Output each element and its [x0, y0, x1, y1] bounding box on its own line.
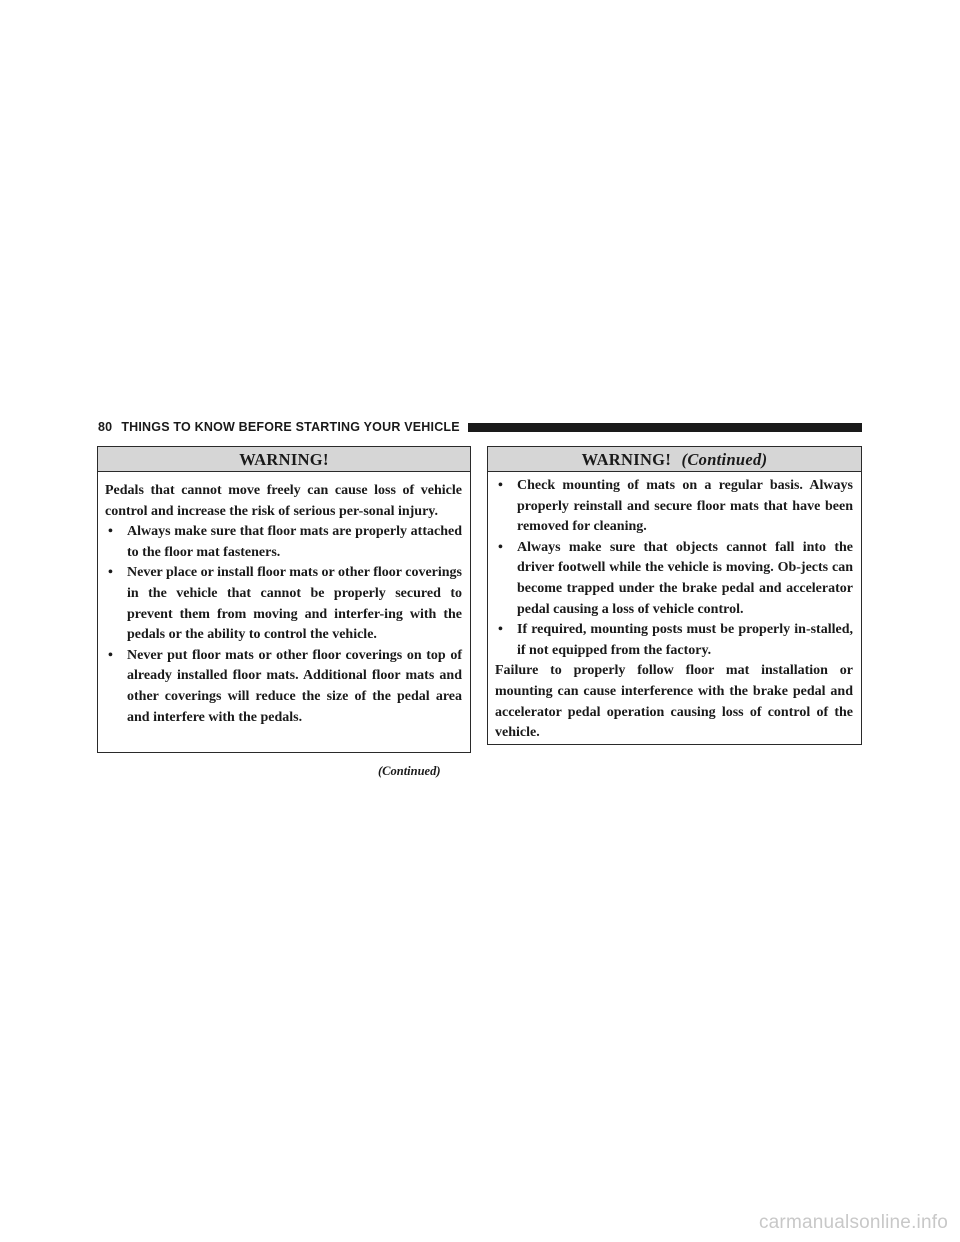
section-title: THINGS TO KNOW BEFORE STARTING YOUR VEHICLE — [121, 420, 460, 434]
warning-title: WARNING! — [239, 450, 329, 469]
warning-body — [98, 472, 470, 728]
bullet-icon: • — [108, 647, 113, 663]
warning-heading — [98, 447, 470, 472]
warning-bullet — [105, 563, 462, 645]
warning-heading — [488, 447, 861, 472]
warning-bullet — [105, 646, 462, 728]
warning-bullet — [495, 620, 853, 661]
page-header — [98, 418, 862, 436]
warning-title-continued: (Continued) — [681, 450, 768, 469]
warning-body — [488, 472, 861, 744]
warning-title: WARNING! — [581, 450, 672, 469]
bullet-text: Check mounting of mats on a regular basis. Always properly reinstall and secure floor mats that have been removed for cleaning. — [517, 478, 853, 535]
warning-bullet — [105, 522, 462, 563]
warning-intro: Pedals that cannot move freely can cause loss of vehicle control and increase the risk of serious per-sonal injury. — [105, 483, 462, 519]
bullet-text: Never place or install floor mats or other floor coverings in the vehicle that cannot be properly secured to prevent them from moving and interfer-ing with the pedals or the ability to control the vehicle. — [127, 565, 462, 643]
warning-box-right — [487, 446, 862, 745]
continued-label: (Continued) — [378, 764, 441, 778]
bullet-text: Always make sure that floor mats are properly attached to the floor mat fasteners. — [127, 524, 462, 560]
watermark: carmanualsonline.info — [758, 1212, 948, 1233]
warning-box-left — [97, 446, 471, 753]
bullet-text: Always make sure that objects cannot fall into the driver footwell while the vehicle is moving. Ob-jects can become trapped under the brake pedal and accelerator pedal causing a loss of vehicle control. — [517, 539, 853, 617]
warning-bullet — [495, 476, 853, 538]
bullet-icon: • — [498, 539, 503, 555]
page-number: 80 — [98, 420, 113, 434]
bullet-icon: • — [108, 565, 113, 581]
bullet-text: Never put floor mats or other floor coverings on top of already installed floor mats. Additional floor mats and other coverings will reduce the size of the pedal area and interfere with the pedals. — [127, 647, 462, 725]
header-rule — [468, 423, 862, 432]
bullet-icon: • — [498, 622, 503, 638]
bullet-icon: • — [108, 524, 113, 540]
bullet-icon: • — [498, 478, 503, 493]
bullet-text: If required, mounting posts must be properly in-stalled, if not equipped from the factory. — [517, 622, 853, 658]
warning-closing: Failure to properly follow floor mat installation or mounting can cause interference with the brake pedal and accelerator pedal operation causing loss of control of the vehicle. — [495, 663, 853, 741]
warning-bullet — [495, 538, 853, 620]
